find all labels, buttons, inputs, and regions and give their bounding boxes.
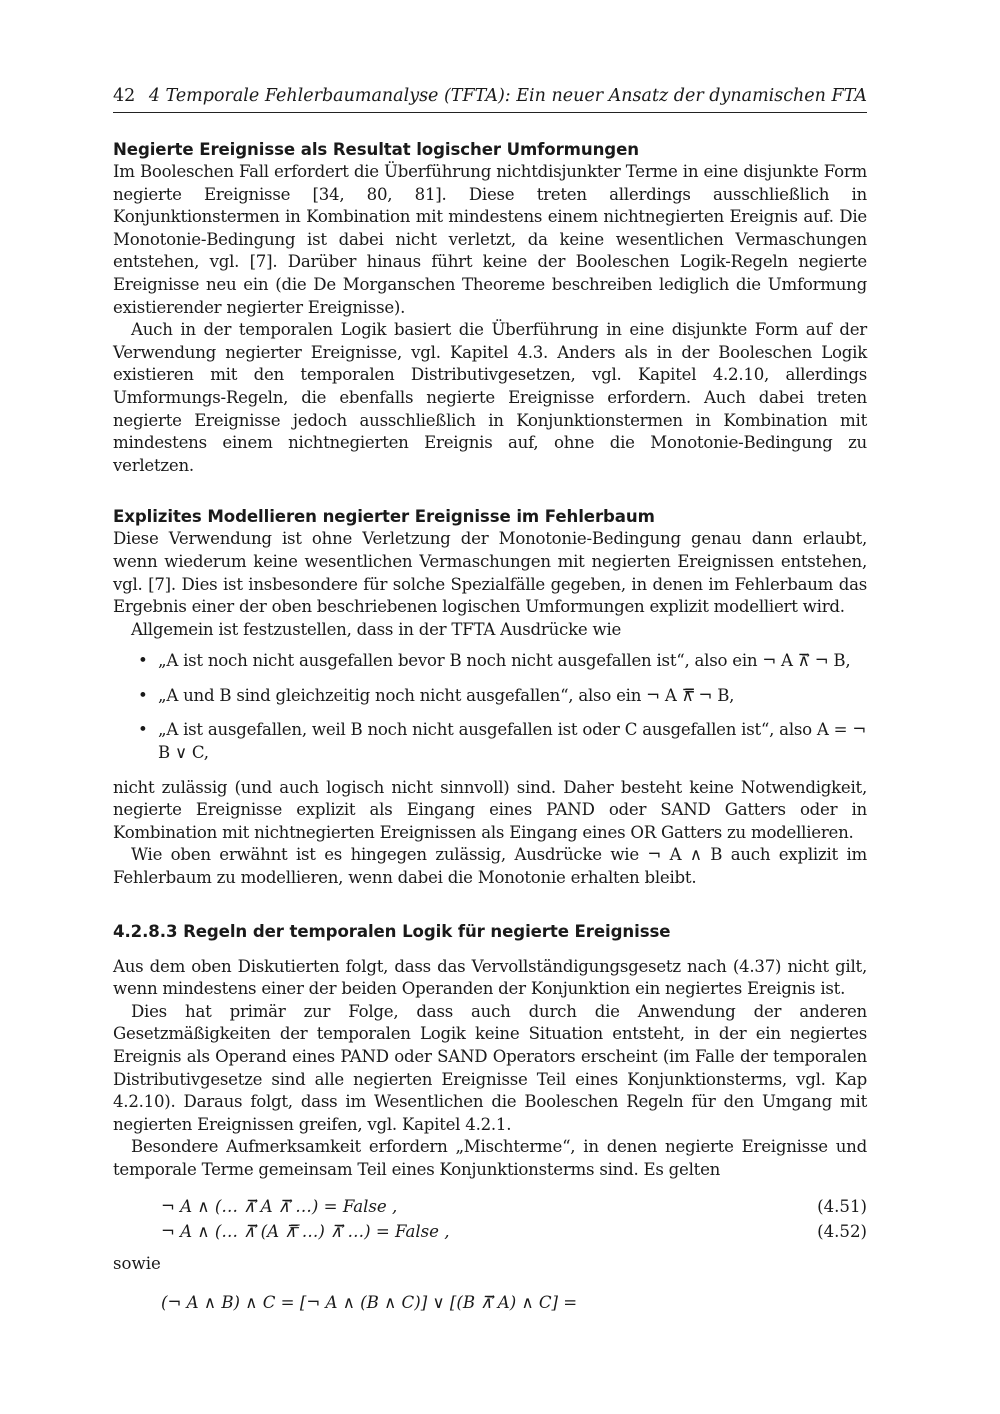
connector-text: sowie xyxy=(113,1253,161,1273)
section-negated-events-logical-transformations xyxy=(113,138,867,477)
running-title: 4 Temporale Fehlerbaumanalyse (TFTA): Ein neuer Ansatz der dynamischen FTA xyxy=(148,86,867,106)
paragraph: nicht zulässig (und auch logisch nicht sinnvoll) sind. Daher besteht keine Notwendigkeit, negierte Ereignisse explizit als Eingang eines PAND oder SAND Gatters oder in Kombination mit nichtnegierten Ereignissen als Eingang eines OR Gatters zu modellieren. xyxy=(113,777,867,842)
paragraph: Diese Verwendung ist ohne Verletzung der Monotonie-Bedingung genau dann erlaubt, wenn wiederum keine wesentlichen Vermaschungen mit negierten Ereignissen entstehen, vgl. [7]. Dies ist insbesondere für solche Spezialfälle gegeben, in denen im Fehlerbaum das Ergebnis einer der oben beschriebenen logischen Umformungen explizit modelliert wird. xyxy=(113,529,867,617)
equation-expression: ¬ A ∧ (… ⊼⃗ A ⊼⃗ …) = False , xyxy=(161,1196,398,1216)
paragraph: Wie oben erwähnt ist es hingegen zulässig, Ausdrücke wie ¬ A ∧ B auch explizit im Fehlerbaum zu modellieren, wenn dabei die Monotonie erhalten bleibt. xyxy=(113,845,867,888)
paragraph: Allgemein ist festzustellen, dass in der TFTA Ausdrücke wie xyxy=(131,619,622,639)
paragraph: Dies hat primär zur Folge, dass auch durch die Anwendung der anderen Gesetzmäßigkeiten der temporalen Logik keine Situation entsteht, in der ein negiertes Ereignis als Operand eines PAND oder SAND Operators erscheint (im Falle der temporalen Distributivgesetze sind alle negierten Ereignisse Teil eines Konjunktionsterms, vgl. Kap 4.2.10). Daraus folgt, dass im Wesentlichen die Booleschen Regeln für den Umgang mit negierten Ereignissen greifen, vgl. Kapitel 4.2.1. xyxy=(113,1001,867,1134)
paragraph: Aus dem oben Diskutierten folgt, dass das Vervollständigungsgesetz nach (4.37) nicht gilt, wenn mindestens einer der beiden Operanden der Konjunktion ein negiertes Ereignis ist. xyxy=(113,956,867,999)
paragraph: Besondere Aufmerksamkeit erfordern „Mischterme“, in denen negierte Ereignisse und temporale Terme gemeinsam Teil eines Konjunktionsterms sind. Es gelten xyxy=(113,1137,867,1179)
page-number: 42 xyxy=(113,86,136,106)
section-heading: Negierte Ereignisse als Resultat logischer Umformungen xyxy=(113,140,639,159)
page xyxy=(113,86,867,1315)
equation-block xyxy=(113,1194,867,1244)
equation-4-52 xyxy=(113,1219,867,1244)
bullet-list xyxy=(113,650,867,764)
section-explicit-modelling xyxy=(113,505,867,889)
equation-unnumbered: (¬ A ∧ B) ∧ C = [¬ A ∧ (B ∧ C)] ∨ [(B ⊼⃗ A) ∧ C] = xyxy=(161,1293,578,1313)
equation-4-51 xyxy=(113,1194,867,1219)
list-item xyxy=(113,650,867,673)
subsection-heading: 4.2.8.3 Regeln der temporalen Logik für negierte Ereignisse xyxy=(113,921,671,941)
equation-number: (4.52) xyxy=(817,1221,867,1241)
list-item xyxy=(113,685,867,708)
list-item-text: „A und B sind gleichzeitig noch nicht ausgefallen“, also ein ¬ A ⊼̿ ¬ B, xyxy=(158,685,735,705)
list-item-text: „A ist ausgefallen, weil B noch nicht ausgefallen ist oder C ausgefallen ist“, also A = ¬ B ∨ C, xyxy=(158,720,867,763)
list-item xyxy=(113,719,867,764)
equation-expression: ¬ A ∧ (… ⊼⃗ (A ⊼̿ …) ⊼⃗ …) = False , xyxy=(161,1221,450,1241)
paragraph: Auch in der temporalen Logik basiert die Überführung in eine disjunkte Form auf der Verwendung negierter Ereignisse, vgl. Kapitel 4.3. Anders als in der Booleschen Logik existieren mit den temporalen Distributivgesetzen, vgl. Kapitel 4.2.10, allerdings Umformungs-Regeln, die ebenfalls negierte Ereignisse erfordern. Auch dabei treten negierte Ereignisse jedoch ausschließlich in Konjunktionstermen in Kombination mit mindestens einem nichtnegierten Ereignis auf, ohne die Monotonie-Bedingung zu verletzen. xyxy=(113,320,867,475)
bullet-icon: • xyxy=(138,720,148,740)
subsection-4-2-8-3 xyxy=(113,920,867,1316)
bullet-icon: • xyxy=(138,685,148,705)
paragraph: Im Booleschen Fall erfordert die Überführung nichtdisjunkter Terme in eine disjunkte Form negierte Ereignisse [34, 80, 81]. Diese treten allerdings ausschließlich in Konjunktionstermen in Kombination mit mindestens einem nichtnegierten Ereignis auf. Die Monotonie-Bedingung ist dabei nicht verletzt, da keine wesentlichen Vermaschungen entstehen, vgl. [7]. Darüber hinaus führt keine der Booleschen Logik-Regeln negierte Ereignisse neu ein (die De Morganschen Theoreme beschreiben lediglich die Umformung existierender negierter Ereignisse). xyxy=(113,162,867,317)
equation-number: (4.51) xyxy=(817,1196,867,1216)
bullet-icon: • xyxy=(138,651,148,671)
list-item-text: „A ist noch nicht ausgefallen bevor B noch nicht ausgefallen ist“, also ein ¬ A ⊼⃗ ¬ B, xyxy=(158,651,851,671)
section-heading: Explizites Modellieren negierter Ereignisse im Fehlerbaum xyxy=(113,507,655,527)
running-header xyxy=(113,86,867,113)
